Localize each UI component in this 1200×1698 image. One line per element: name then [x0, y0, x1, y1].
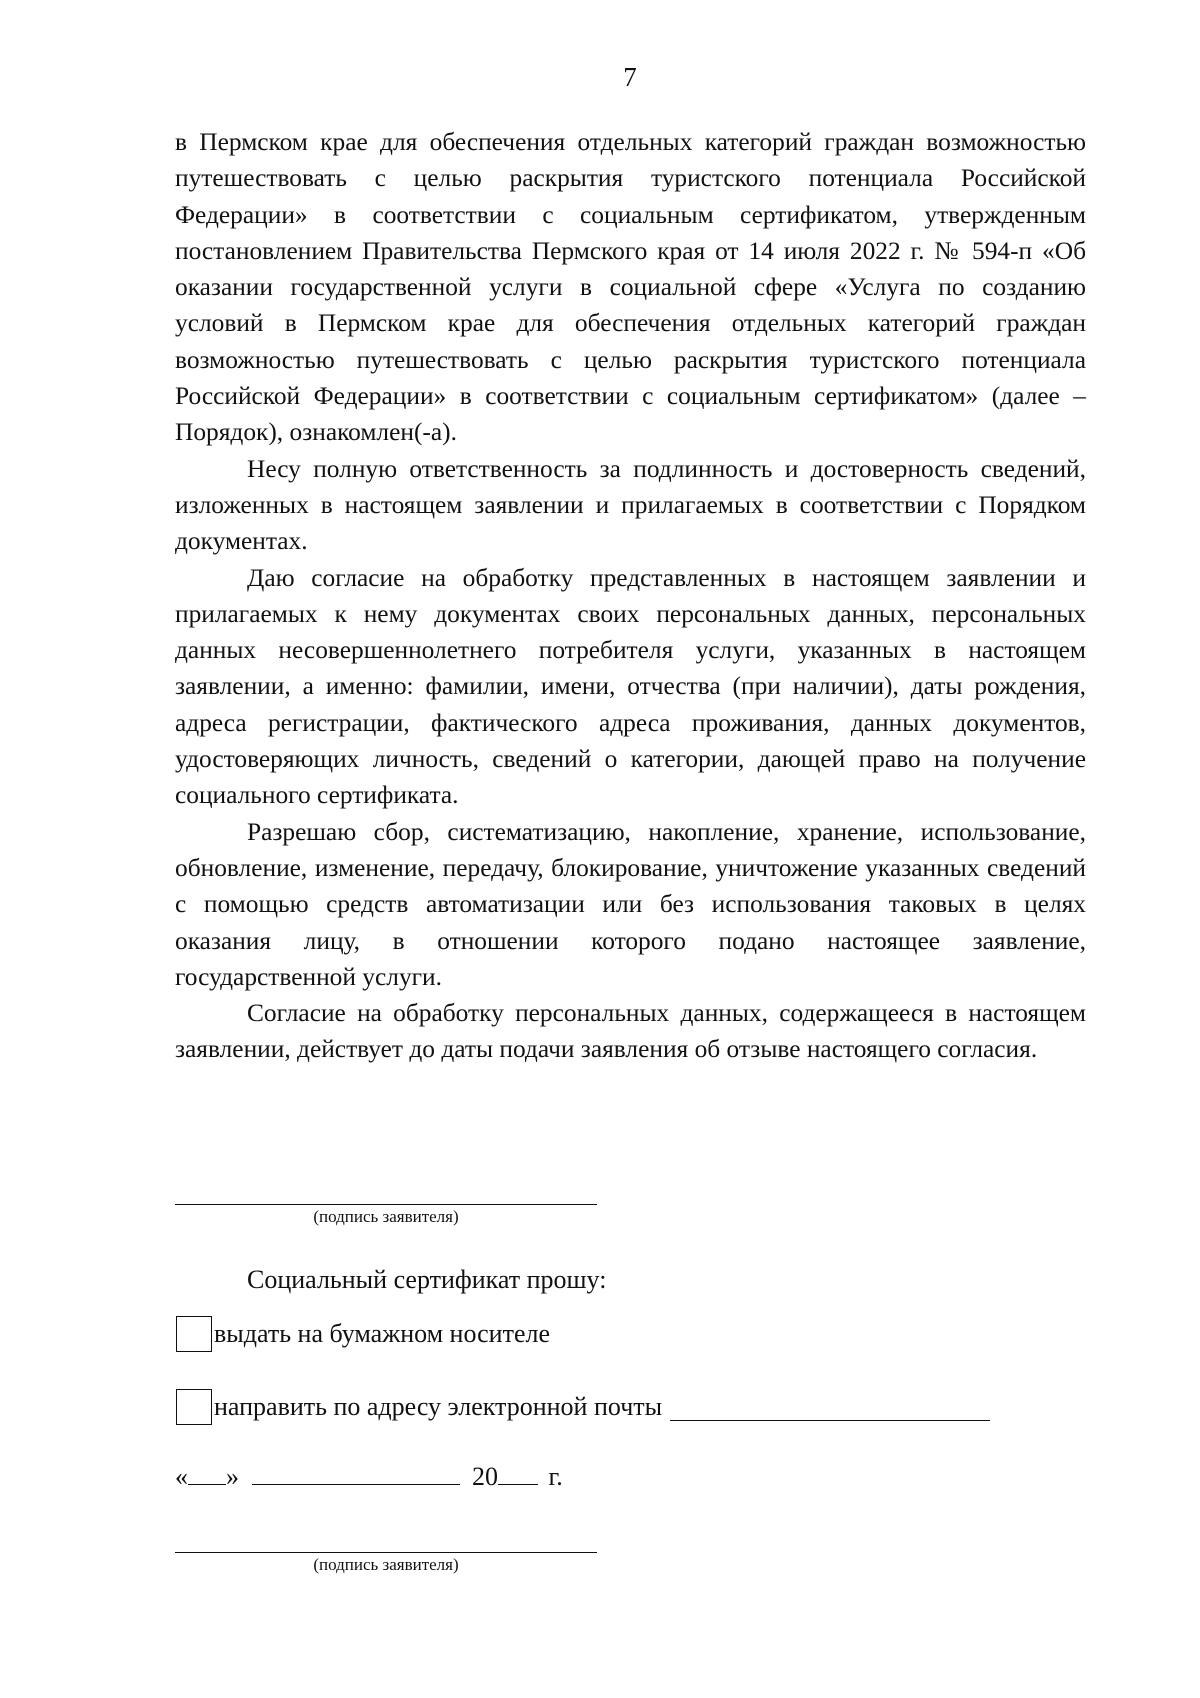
year-suffix: г. [548, 1462, 563, 1491]
document-body [175, 124, 1086, 1068]
day-blank[interactable] [188, 1462, 226, 1485]
paragraph-responsibility: Несу полную ответственность за подлинность и достоверность сведений, изложенных в настоящем заявлении и прилагаемых в соответствии с Порядком документах. [175, 454, 1086, 556]
year-prefix: 20 [472, 1462, 498, 1491]
paragraph-permission: Разрешаю сбор, систематизацию, накопление, хранение, использование, обновление, изменение, передачу, блокирование, уничтожение указанных сведений с помощью средств автоматизации или без использования таковых в целях оказания лицу, в отношении которого подано настоящее заявление, государственной услуги. [175, 817, 1086, 991]
email-option-label: направить по адресу электронной почты [214, 1392, 663, 1421]
email-checkbox[interactable] [176, 1389, 212, 1425]
signature-line-1[interactable] [175, 1204, 597, 1205]
year-blank[interactable] [498, 1462, 538, 1485]
email-address-field[interactable] [670, 1394, 990, 1421]
date-open-quote: « [175, 1462, 188, 1491]
request-title: Социальный сертификат прошу: [247, 1265, 607, 1294]
signature-caption-2: (подпись заявителя) [313, 1555, 459, 1574]
page-number: 7 [623, 62, 637, 92]
paragraph-consent-validity: Согласие на обработку персональных данных, содержащееся в настоящем заявлении, действует до даты подачи заявления об отзыве настоящего согласия. [175, 999, 1086, 1064]
signature-line-2[interactable] [175, 1552, 597, 1553]
paragraph-continuation: в Пермском крае для обеспечения отдельных категорий граждан возможностью путешествовать с целью раскрытия туристского потенциала Российской Федерации» в соответствии с социальным сертификатом, утвержденным постановлением Правительства Пермского края от 14 июля 2022 г. № 594-п «Об оказании государственной услуги в социальной сфере «Услуга по созданию условий в Пермском крае для обеспечения отдельных категорий граждан возможностью путешествовать с целью раскрытия туристского потенциала Российской Федерации» в соответствии с социальным сертификатом» (далее – Порядок), ознакомлен(-а). [175, 128, 1086, 447]
date-field [175, 1462, 563, 1492]
paragraph-consent-processing: Даю согласие на обработку представленных в настоящем заявлении и прилагаемых к нему документах своих персональных данных, персональных данных несовершеннолетнего потребителя услуги, указанных в настоящем заявлении, а именно: фамилии, имени, отчества (при наличии), даты рождения, адреса регистрации, фактического адреса проживания, данных документов, удостоверяющих личность, сведений о категории, дающей право на получение социального сертификата. [175, 563, 1086, 810]
date-close-quote: » [226, 1462, 239, 1491]
paper-checkbox[interactable] [176, 1316, 212, 1352]
month-blank[interactable] [252, 1462, 460, 1485]
option-paper [176, 1316, 550, 1352]
signature-caption-1: (подпись заявителя) [313, 1207, 459, 1226]
paper-option-label: выдать на бумажном носителе [214, 1319, 550, 1348]
option-email [176, 1389, 990, 1425]
